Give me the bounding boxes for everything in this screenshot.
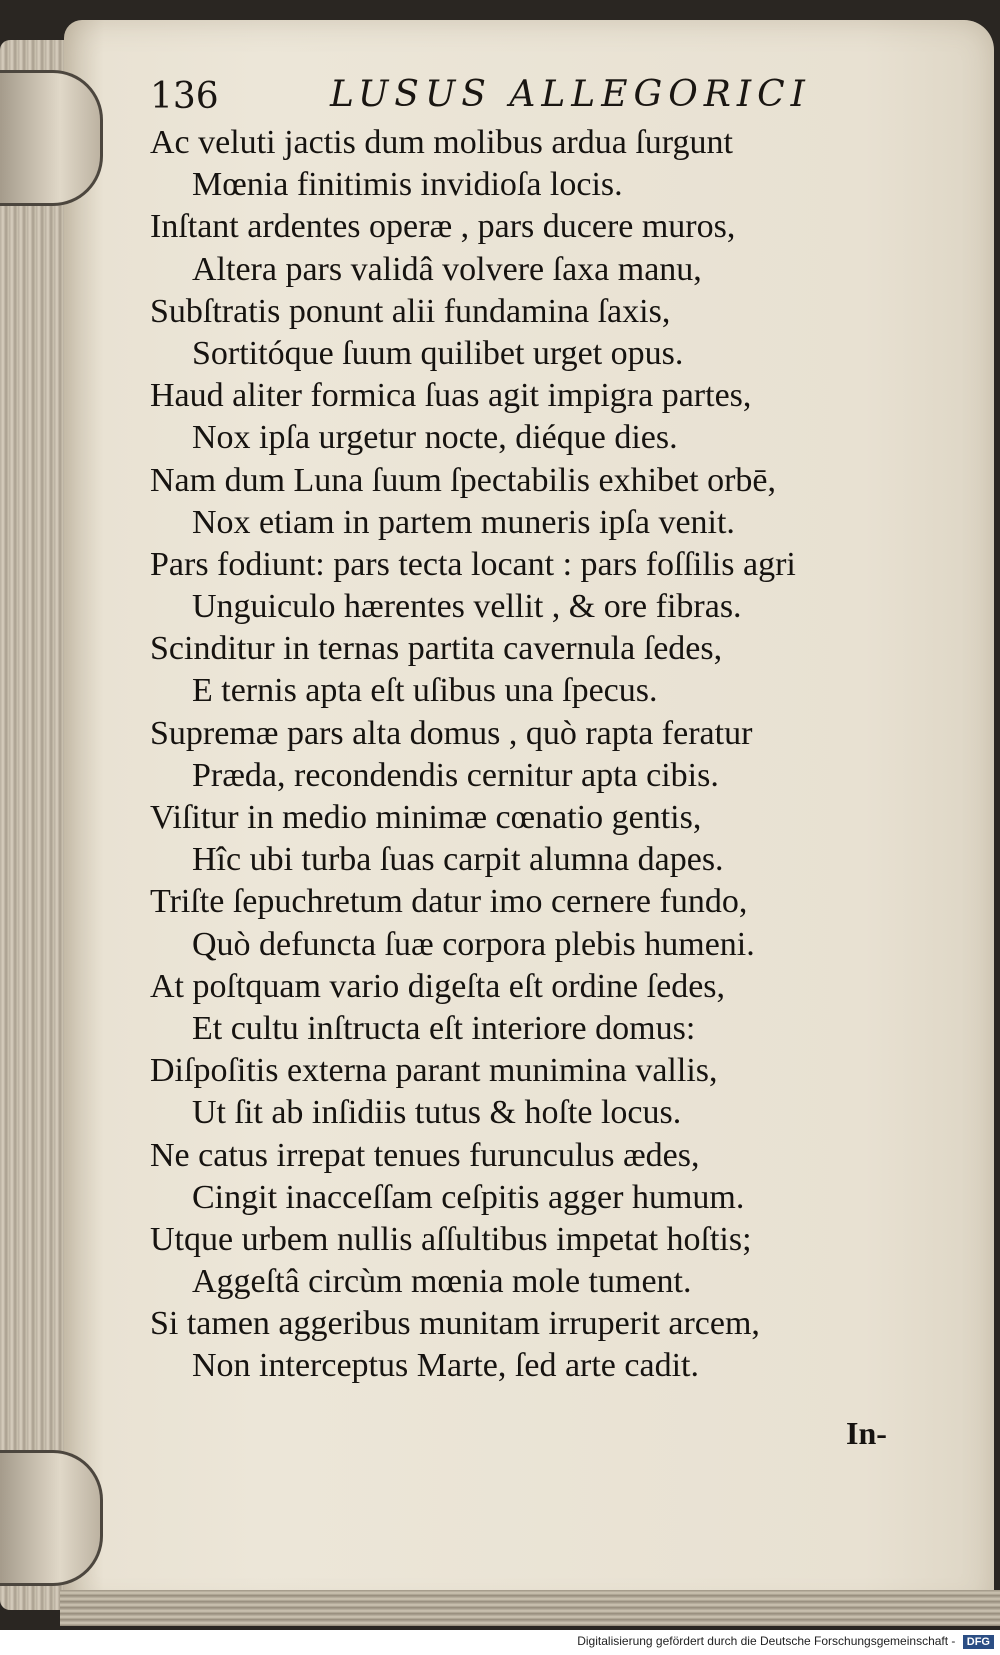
verse-line: Ne catus irrepat tenues furunculus ædes, <box>150 1136 700 1174</box>
clasp-top <box>0 70 103 206</box>
page-number: 136 <box>150 76 219 117</box>
verse-line: Pars fodiunt: pars tecta locant : pars foſſilis agri <box>150 545 796 583</box>
verse-line: Utque urbem nullis aſſultibus impetat hoſtis; <box>150 1220 752 1258</box>
verse-line: Cingit inacceſſam ceſpitis agger humum. <box>192 1178 745 1216</box>
verse-line: Triſte ſepuchretum datur imo cernere fundo, <box>150 883 748 921</box>
page-header <box>150 70 830 120</box>
verse-line: Si tamen aggeribus munitam irruperit arcem, <box>150 1305 760 1343</box>
verse-line: Altera pars validâ volvere ſaxa manu, <box>192 250 702 288</box>
verse-line: Subſtratis ponunt alii fundamina ſaxis, <box>150 292 671 330</box>
verse-line: E ternis apta eſt uſibus una ſpecus. <box>192 672 658 710</box>
verse-line: Supremæ pars alta domus , quò rapta feratur <box>150 714 753 752</box>
verse-line: Non interceptus Marte, ſed arte cadit. <box>192 1347 699 1385</box>
credit-text: Digitalisierung gefördert durch die Deutsche Forschungsgemeinschaft - <box>577 1634 956 1648</box>
verse-line: Diſpoſitis externa parant munimina vallis, <box>150 1052 718 1090</box>
clasp-bottom <box>0 1450 103 1586</box>
digitization-credit <box>577 1634 994 1649</box>
verse-line: Unguiculo hærentes vellit , & ore fibras. <box>192 588 742 626</box>
verse-line: Ac veluti jactis dum molibus ardua ſurgunt <box>150 124 733 161</box>
dfg-logo: DFG <box>963 1635 994 1649</box>
verse-line: Haud aliter formica ſuas agit impigra partes, <box>150 377 752 415</box>
verse-line: Mœnia finitimis invidioſa locis. <box>192 166 623 204</box>
verse-line: Ut ſit ab inſidiis tutus & hoſte locus. <box>192 1094 682 1132</box>
verse-line: Nam dum Luna ſuum ſpectabilis exhibet orbē, <box>150 461 777 499</box>
verse-line: Viſitur in medio minimæ cœnatio gentis, <box>150 799 702 836</box>
verse-line: Inſtant ardentes operæ , pars ducere muros, <box>150 208 736 246</box>
verse-line: Sortitóque ſuum quilibet urget opus. <box>192 334 684 372</box>
verse-line: Nox ipſa urgetur nocte, diéque dies. <box>192 419 678 457</box>
verse-line: Scinditur in ternas partita cavernula ſedes, <box>150 630 723 668</box>
verse-line: Nox etiam in partem muneris ipſa venit. <box>192 503 735 541</box>
verse-line: Præda, recondendis cernitur apta cibis. <box>192 756 719 794</box>
verse-line: Aggeſtâ circùm mœnia mole tument. <box>192 1263 692 1301</box>
running-head: LUSUS ALLEGORICI <box>330 74 811 115</box>
verse-line: Hîc ubi turba ſuas carpit alumna dapes. <box>192 841 724 879</box>
verse-line: At poſtquam vario digeſta eſt ordine ſedes, <box>150 967 726 1005</box>
book-page-edges-bottom <box>60 1590 1000 1626</box>
verse-line: Et cultu inſtructa eſt interiore domus: <box>192 1009 696 1047</box>
verse-line: Quò defuncta ſuæ corpora plebis humeni. <box>192 925 755 963</box>
catchword: In- <box>846 1415 887 1451</box>
poem-text <box>150 122 950 1388</box>
